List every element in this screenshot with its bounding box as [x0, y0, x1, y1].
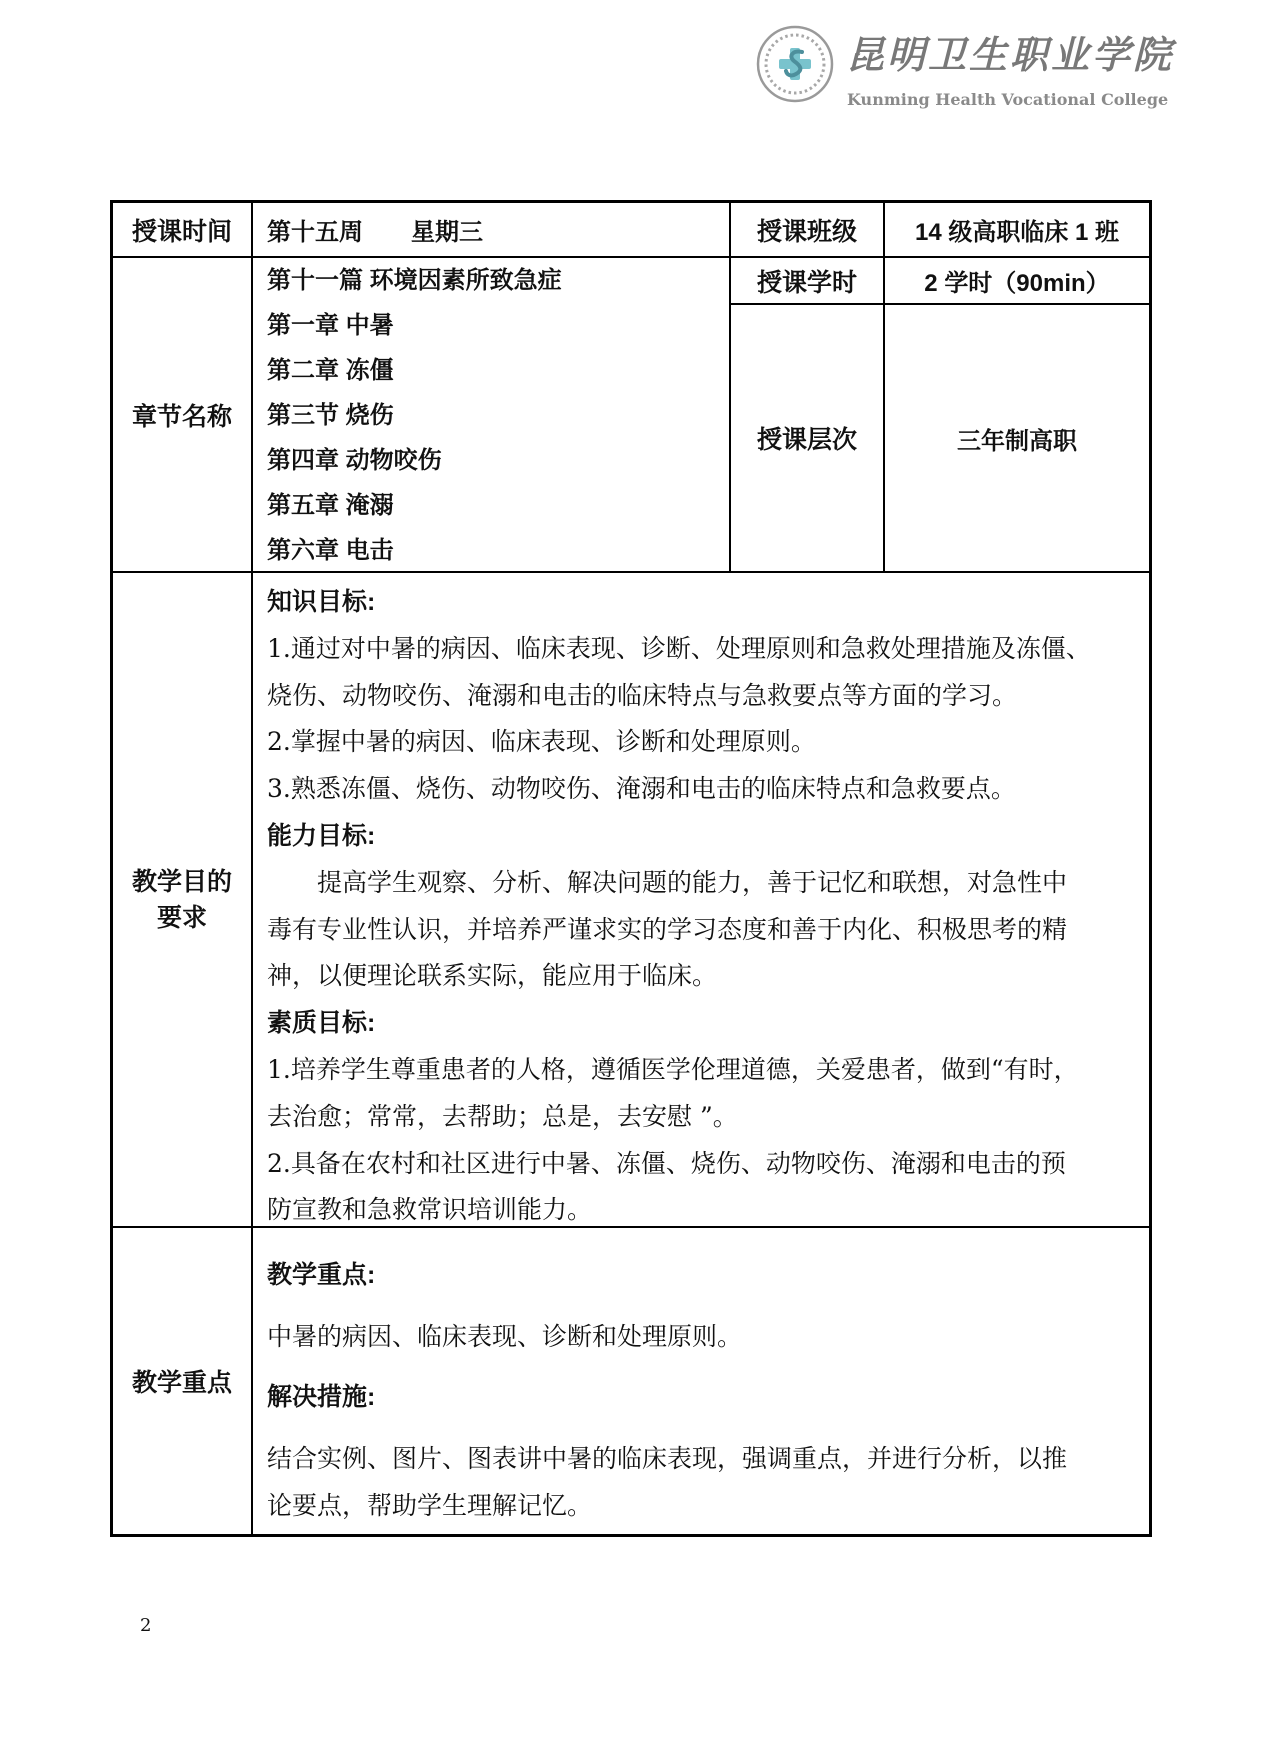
focus-line: 结合实例、图片、图表讲中暑的临床表现，强调重点，并进行分析，以推: [267, 1444, 1068, 1473]
teaching-class-value: 14 级高职临床 1 班: [885, 203, 1149, 258]
college-name-calligraphy: 昆明卫生职业学院: [846, 32, 1175, 77]
objectives-line: 神，以便理论联系实际，能应用于临床。: [267, 961, 718, 991]
focus-line: 教学重点:: [267, 1261, 376, 1289]
objectives-line: 1.通过对中暑的病因、临床表现、诊断、处理原则和急救处理措施及冻僵、: [267, 633, 1091, 663]
chapter-line: 第十一篇 环境因素所致急症: [267, 267, 562, 294]
focus-content: [253, 1228, 1149, 1534]
lesson-plan-table: [110, 200, 1152, 1537]
college-seal-icon: [755, 24, 835, 104]
objectives-label: [113, 573, 253, 1228]
focus-label: 教学重点: [113, 1228, 253, 1534]
college-name-english: Kunming Health Vocational College: [847, 90, 1169, 109]
objectives-line: 1.培养学生尊重患者的人格，遵循医学伦理道德，关爱患者，做到“有时，: [267, 1054, 1079, 1084]
chapter-list: [253, 258, 731, 573]
teaching-level-value: 三年制高职: [885, 305, 1149, 573]
objectives-line: 知识目标:: [267, 588, 376, 616]
objectives-label-line2: 要求: [156, 903, 207, 932]
page-number: 2: [140, 1615, 152, 1636]
chapter-line: 第五章 淹溺: [267, 492, 394, 519]
objectives-line: 烧伤、动物咬伤、淹溺和电击的临床特点与急救要点等方面的学习。: [267, 680, 1018, 710]
chapter-name-label: 章节名称: [113, 258, 253, 573]
objectives-line: 素质目标:: [267, 1009, 376, 1038]
teaching-time-label: 授课时间: [113, 203, 253, 258]
objectives-line: 2.具备在农村和社区进行中暑、冻僵、烧伤、动物咬伤、淹溺和电击的预: [267, 1148, 1066, 1178]
objectives-line: 3.熟悉冻僵、烧伤、动物咬伤、淹溺和电击的临床特点和急救要点。: [267, 774, 1016, 804]
objectives-label-line1: 教学目的: [131, 867, 232, 896]
chapter-line: 第一章 中暑: [267, 312, 394, 339]
focus-line: 解决措施:: [267, 1383, 376, 1411]
focus-line: 中暑的病因、临床表现、诊断和处理原则。: [267, 1322, 743, 1351]
chapter-line: 第二章 冻僵: [267, 357, 394, 384]
teaching-level-label: 授课层次: [731, 305, 885, 573]
teaching-hours-value: 2 学时（90min）: [885, 258, 1149, 305]
chapter-line: 第四章 动物咬伤: [267, 447, 442, 474]
objectives-line: 提高学生观察、分析、解决问题的能力，善于记忆和联想，对急性中: [317, 867, 1068, 897]
college-logo-block: [750, 18, 1175, 113]
chapter-line: 第三节 烧伤: [267, 402, 394, 429]
teaching-hours-label: 授课学时: [731, 258, 885, 305]
objectives-line: 能力目标:: [267, 821, 376, 850]
objectives-line: 防宣教和急救常识培训能力。: [267, 1195, 593, 1225]
objectives-line: 2.掌握中暑的病因、临床表现、诊断和处理原则。: [267, 727, 816, 757]
objectives-line: 去治愈；常常，去帮助；总是，去安慰 ”。: [267, 1101, 738, 1131]
objectives-content: [253, 573, 1149, 1228]
focus-line: 论要点，帮助学生理解记忆。: [267, 1491, 593, 1520]
objectives-line: 毒有专业性认识，并培养严谨求实的学习态度和善于内化、积极思考的精: [267, 914, 1068, 944]
chapter-line: 第六章 电击: [267, 537, 394, 564]
teaching-class-label: 授课班级: [731, 203, 885, 258]
teaching-time-value: 第十五周 星期三: [253, 203, 731, 258]
